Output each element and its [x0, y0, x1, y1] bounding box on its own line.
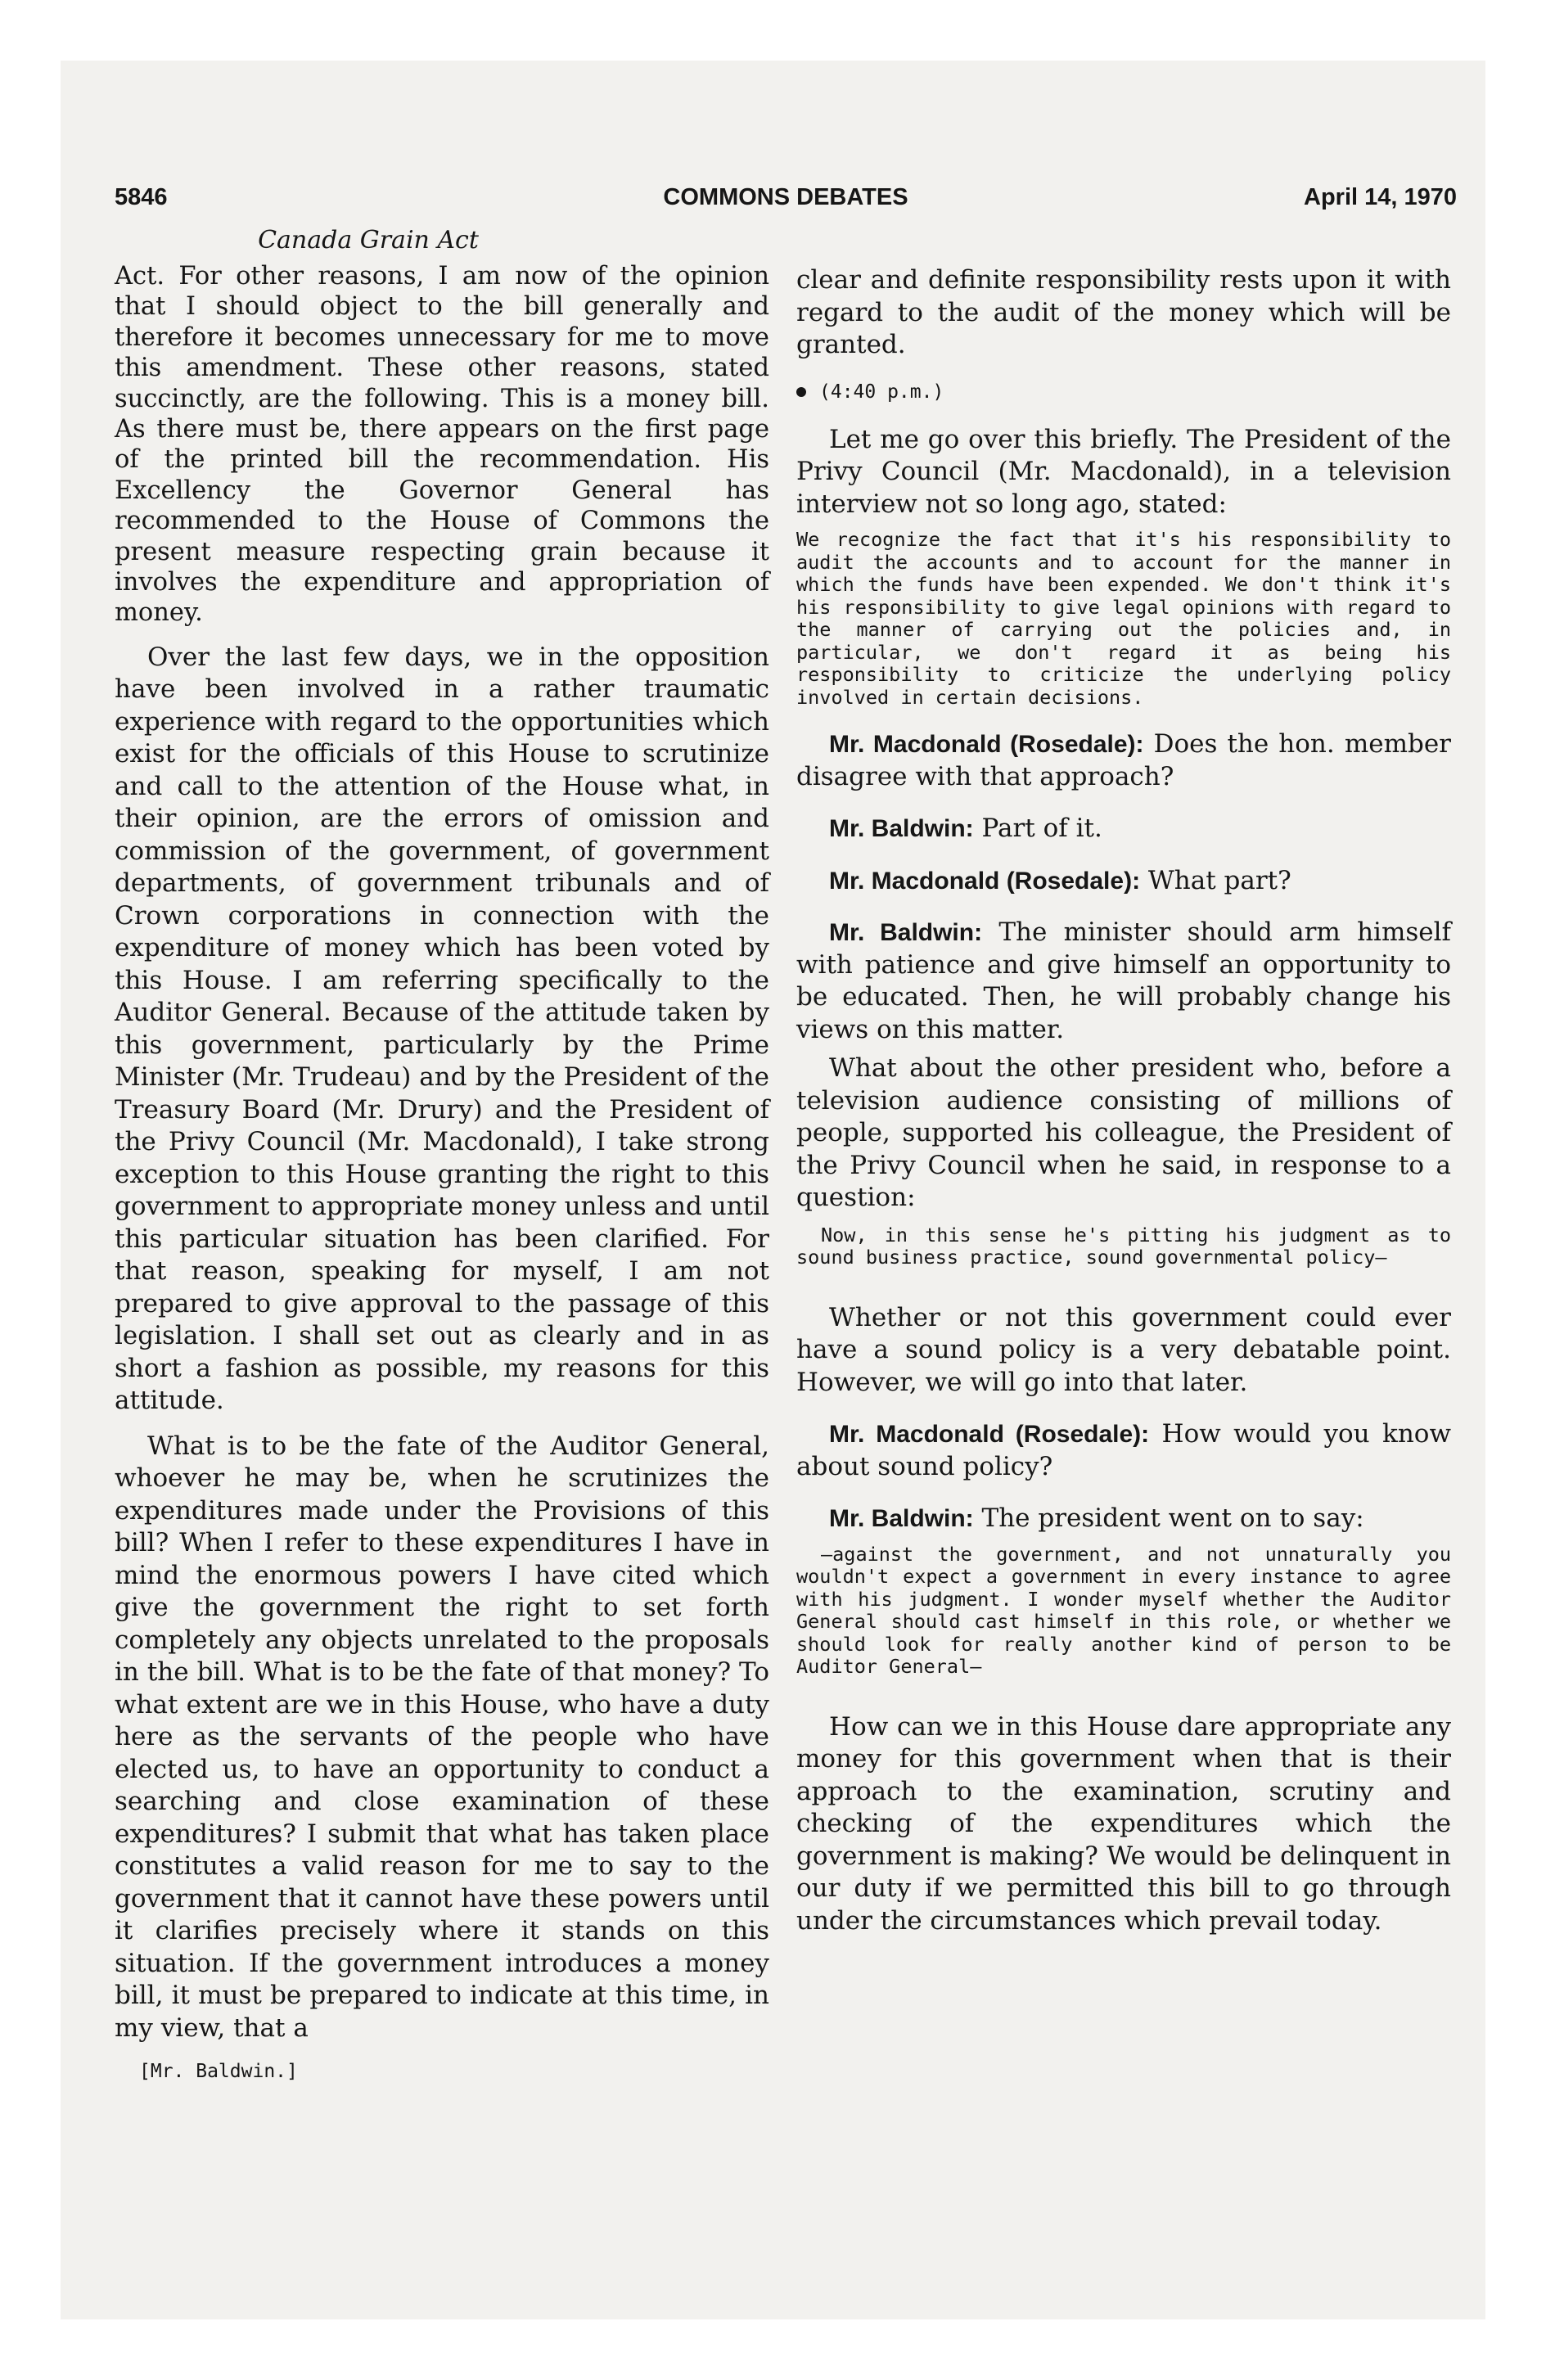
timestamp-text: (4:40 p.m.): [819, 381, 944, 403]
bullet-icon: [796, 387, 806, 397]
paragraph: Let me go over this briefly. The President of the Privy Council (Mr. Macdonald), in a television interview not so long ago, stated:: [796, 424, 1451, 519]
document-page: [115, 184, 1457, 2328]
quotation: We recognize the fact that it's his responsibility to audit the accounts and to account for the manner in which the funds have been expended. We don't think it's his responsibility to give legal opinions with regard to the manner of carrying out the policies and, in particular, we don't regard it as being his responsibility to criticize the underlying policy involved in certain decisions.: [796, 528, 1451, 709]
speech-text: Part of it.: [973, 814, 1102, 843]
paragraph: Act. For other reasons, I am now of the opinion that I should object to the bill generally and therefore it becomes unnecessary for me to move this amendment. These other reasons, stated succinctly, are the following. This is a money bill. As there must be, there appears on the first page of the printed bill the recommendation. His Excellency the Governor General has recommended to the House of Commons the present measure respecting grain because it involves the expenditure and appropriation of money.: [115, 262, 769, 628]
running-header: [115, 184, 1457, 217]
paragraph: clear and definite responsibility rests upon it with regard to the audit of the money which will be granted.: [796, 265, 1451, 359]
speaker-name: Mr. Baldwin:: [829, 919, 983, 946]
speaker-name: Mr. Macdonald (Rosedale):: [829, 731, 1144, 758]
speech-text: How would you know about sound policy?: [796, 1419, 1451, 1481]
speech-text: The president went on to say:: [973, 1503, 1364, 1533]
quotation: Now, in this sense he's pitting his judgment as to sound business practice, sound governmental policy—: [796, 1223, 1451, 1269]
quotation: —against the government, and not unnaturally you wouldn't expect a government in every instance to agree with his judgment. I wonder myself whether the Auditor General should cast himself in this role, or whether we should look for really another kind of person to be Auditor General—: [796, 1542, 1451, 1678]
paragraph: Over the last few days, we in the opposition have been involved in a rather traumatic experience with regard to the opportunities which exist for the officials of this House to scrutinize and call to the attention of the House what, in their opinion, are the errors of omission and commission of the government, of government departments, of government tribunals and of Crown corporations in connection with the expenditure of money which has been voted by this House. I am referring specifically to the Auditor General. Because of the attitude taken by this government, particularly by the Prime Minister (Mr. Trudeau) and by the President of the Treasury Board (Mr. Drury) and the President of the Privy Council (Mr. Macdonald), I take strong exception to this House granting the right to this government to appropriate money unless and until this particular situation has been clarified. For that reason, speaking for myself, I am not prepared to give approval to the passage of this legislation. I shall set out as clearly and in as short a fashion as possible, my reasons for this attitude.: [115, 642, 769, 1416]
speaker-tag: [Mr. Baldwin.]: [139, 2061, 298, 2083]
speech-text: The minister should arm himself with patience and give himself an opportunity to be educated. Then, he will probably change his views on this matter.: [796, 917, 1451, 1044]
exchange: [796, 1418, 1451, 1535]
speaker-name: Mr. Baldwin:: [829, 1505, 974, 1532]
paragraph: Whether or not this government could ever have a sound policy is a very debatable point. However, we will go into that later.: [796, 1302, 1451, 1397]
paragraph: What is to be the fate of the Auditor General, whoever he may be, when he scrutinizes the expenditures made under the Provisions of this bill? When I refer to these expenditures I have in mind the enormous powers I have cited which give the government the right to set forth completely any objects unrelated to the proposals in the bill. What is to be the fate of that money? To what extent are we in this House, who have a duty here as the servants of the people who have elected us, to have an opportunity to conduct a searching and close examination of these expenditures? I submit that what has taken place constitutes a valid reason for me to say to the government that it cannot have these powers until it clarifies precisely where it stands on this situation. If the government introduces a money bill, it must be prepared to indicate at this time, in my view, that a: [115, 1431, 769, 2043]
paragraph: What about the other president who, before a television audience consisting of millions of people, supported his colleague, the President of the Privy Council when he said, in response to a question:: [796, 1053, 1451, 1212]
left-column: [115, 225, 769, 2082]
speech-text: Does the hon. member disagree with that approach?: [796, 729, 1451, 791]
sitting-date: April 14, 1970: [1304, 184, 1457, 210]
speaker-name: Mr. Baldwin:: [829, 815, 974, 842]
speech-text: What part?: [1140, 865, 1291, 895]
timestamp: [796, 381, 1451, 403]
page-number: 5846: [115, 184, 168, 210]
exchange: [796, 728, 1451, 1046]
paragraph: How can we in this House dare appropriate any money for this government when that is their approach to the examination, scrutiny and checking of the expenditures which the government is making? We would be delinquent in our duty if we permitted this bill to go through under the circumstances which prevail today.: [796, 1711, 1451, 1936]
speaker-name: Mr. Macdonald (Rosedale):: [829, 1421, 1150, 1448]
speaker-name: Mr. Macdonald (Rosedale):: [829, 867, 1141, 895]
right-column: [796, 264, 1451, 1937]
publication-title: COMMONS DEBATES: [663, 184, 908, 210]
subject-heading: Canada Grain Act: [258, 226, 479, 255]
